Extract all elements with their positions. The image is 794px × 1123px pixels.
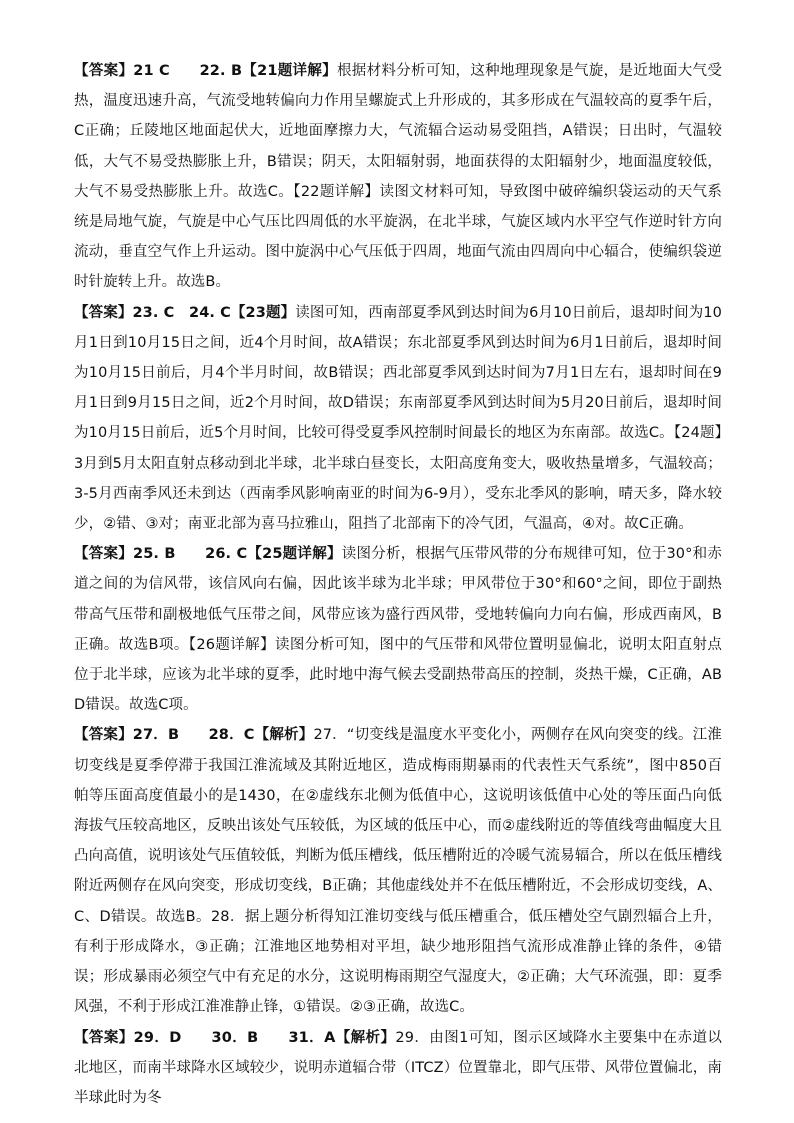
- answer-paragraph-23-24: [74, 298, 722, 540]
- answer-explanation: 29．由图1可知，图示区域降水主要集中在赤道以北地区，而南半球降水区域较少，说明赤道辐合带（ITCZ）位置靠北，即气压带、风带位置偏北，南半球此时为冬: [74, 1029, 723, 1106]
- answer-label: 【答案】27．B 28．C【解析】: [74, 727, 314, 744]
- answer-label: 【答案】25. B 26. C【25题详解】: [74, 546, 342, 563]
- answer-explanation: 根据材料分析可知，这种地理现象是气旋，是近地面大气受热，温度迅速升高，气流受地转偏向力作用呈螺旋式上升形成的，其多形成在气温较高的夏季午后，C正确；丘陵地区地面起伏大，近地面摩擦力大，气流辐合运动易受阻挡，A错误；日出时，气温较低，大气不易受热膨胀上升，B错误；阴天，太阳辐射弱，地面获得的太阳辐射少，地面温度较低，大气不易受热膨胀上升。故选C。【22题详解】读图文材料可知，导致图中破碎编织袋运动的天气系统是局地气旋，气旋是中心气压比四周低的水平旋涡，在北半球，气旋区域内水平空气作逆时针方向流动，垂直空气作上升运动。图中旋涡中心气压低于四周，地面气流由四周向中心辐合，使编织袋逆时针旋转上升。故选B。: [74, 63, 722, 291]
- answer-paragraph-25-26: [74, 539, 722, 720]
- answer-paragraph-29-31: [74, 1023, 722, 1114]
- answer-explanation: 读图可知，西南部夏季风到达时间为6月10日前后，退却时间为10月1日到10月15日之间，近4个月时间，故A错误；东北部夏季风到达时间为6月1日前后，退却时间为10月15日前后，月4个半月时间，故B错误；西北部夏季风到达时间为7月1日左右，退却时间在9月1日到9月15日之间，近2个月时间，故D错误；东南部夏季风到达时间为5月20日前后，退却时间为10月15日前后，近5个月时间，比较可得受夏季风控制时间最长的地区为东南部。故选C。【24题】3月到5月太阳直射点移动到北半球，北半球白昼变长，太阳高度角变大，吸收热量增多，气温较高；3-5月西南季风还未到达（西南季风影响南亚的时间为6-9月），受东北季风的影响，晴天多，降水较少，②错、③对；南亚北部为喜马拉雅山，阻挡了北部南下的冷气团，气温高，④对。故C正确。: [74, 304, 722, 533]
- answer-label: 【答案】29．D 30．B 31．A【解析】: [74, 1029, 396, 1046]
- answer-label: 【答案】23. C 24. C【23题】: [74, 304, 296, 321]
- answer-label: 【答案】21 C 22. B【21题详解】: [74, 63, 337, 79]
- answer-paragraph-27-28: [74, 720, 722, 1022]
- answer-explanation: 读图分析，根据气压带风带的分布规律可知，位于30°和赤道之间的为信风带，该信风向右偏，因此该半球为北半球；甲风带位于30°和60°之间，即位于副热带高气压带和副极地低气压带之间，风带应该为盛行西风带，受地转偏向力向右偏，形成西南风，B正确。故选B项。【26题详解】读图分析可知，图中的气压带和风带位置明显偏北，说明太阳直射点位于北半球，应该为北半球的夏季，此时地中海气候去受副热带高压的控制，炎热干燥，C正确，ABD错误。故选C项。: [74, 546, 723, 714]
- answer-explanation: 27．“切变线是温度水平变化小，两侧存在风向突变的线。江淮切变线是夏季停滞于我国江淮流域及其附近地区，造成梅雨期暴雨的代表性天气系统”，图中850百帕等压面高度值最小的是1430，在②虚线东北侧为低值中心，这说明该低值中心处的等压面凸向低海拔气压较高地区，反映出该处气压较低，为区域的低压中心，而②虚线附近的等值线弯曲幅度大且凸向高值，说明该处气压值较低，判断为低压槽线，低压槽附近的冷暖气流易辐合，所以在低压槽线附近两侧存在风向突变，形成切变线，B正确；其他虚线处并不在低压槽附近，不会形成切变线，A、C、D错误。故选B。28．据上题分析得知江淮切变线与低压槽重合，低压槽处空气剧烈辐合上升，有利于形成降水，③正确；江淮地区地势相对平坦，缺少地形阻挡气流形成准静止锋的条件，④错误；形成暴雨必须空气中有充足的水分，这说明梅雨期空气湿度大，②正确；大气环流强，即：夏季风强，不利于形成江淮准静止锋，①错误。②③正确，故选C。: [74, 727, 722, 1016]
- document-page: [74, 56, 722, 1113]
- answer-paragraph-21-22: [74, 56, 722, 298]
